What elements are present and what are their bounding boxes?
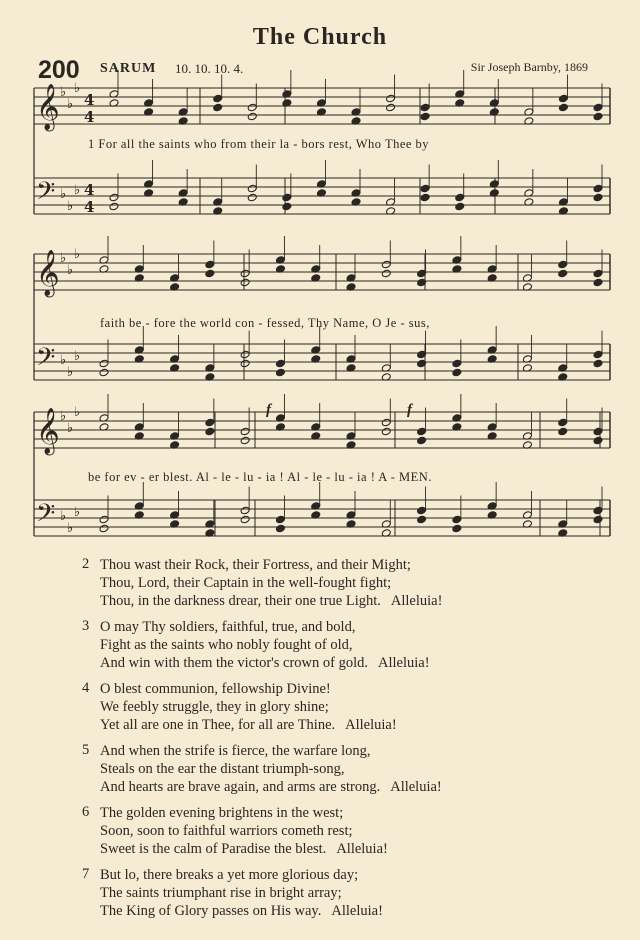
verse-line: O blest communion, fellowship Divine! <box>100 681 331 697</box>
notehead <box>386 94 396 103</box>
verses <box>82 556 602 928</box>
notehead <box>417 436 427 445</box>
verse-line: We feebly struggle, they in glory shine; <box>100 699 329 715</box>
verse-line: The saints triumphant rise in bright array; <box>100 885 342 901</box>
notehead <box>240 278 250 287</box>
notehead <box>381 260 391 269</box>
verse-line: Steals on the ear the distant triumph-song, <box>100 761 345 777</box>
flat-icon: ♭ <box>74 81 81 96</box>
notehead <box>420 193 430 202</box>
notehead <box>420 184 430 193</box>
flat-icon: ♭ <box>74 247 81 262</box>
verse-line: Fight as the saints who nobly fought of old, <box>100 637 353 653</box>
notehead <box>240 350 250 359</box>
verse-line <box>82 592 602 610</box>
notehead <box>386 103 396 112</box>
flat-icon: ♭ <box>74 505 81 520</box>
verse-line <box>82 778 602 796</box>
verse-number: 4 <box>82 680 90 696</box>
notehead <box>99 524 109 533</box>
verse-number: 6 <box>82 804 90 820</box>
treble-clef-icon: 𝄞 <box>36 250 60 296</box>
notehead <box>109 193 119 202</box>
notehead <box>275 368 285 377</box>
notehead <box>381 418 391 427</box>
notehead <box>247 112 257 121</box>
verse-line-text: Sweet is the calm of Paradise the blest. <box>100 841 327 857</box>
flat-icon: ♭ <box>60 353 67 368</box>
verse-line: O may Thy soldiers, faithful, true, and bold, <box>100 619 356 635</box>
alleluia: Alleluia! <box>378 655 430 671</box>
notehead <box>593 103 603 112</box>
notehead <box>381 269 391 278</box>
hymn-number: 200 <box>38 56 80 84</box>
notehead <box>240 269 250 278</box>
verse-line-text: And hearts are brave again, and arms are strong. <box>100 779 381 795</box>
notehead <box>205 260 215 269</box>
notehead <box>247 184 257 193</box>
notehead <box>593 193 603 202</box>
notehead <box>275 524 285 533</box>
notehead <box>593 350 603 359</box>
flat-icon: ♭ <box>74 405 81 420</box>
verse-line-text: The King of Glory passes on His way. <box>100 903 322 919</box>
alleluia: Alleluia! <box>336 841 388 857</box>
notehead <box>213 103 223 112</box>
notehead <box>452 515 462 524</box>
lyrics-system-2: faith be - fore the world con - fessed, Thy Name, O Je - sus, <box>100 316 430 330</box>
tune-name: SARUM <box>100 61 157 76</box>
flat-icon: ♭ <box>60 409 67 424</box>
notehead <box>455 202 465 211</box>
notehead <box>420 103 430 112</box>
composer: Sir Joseph Barnby, 1869 <box>470 60 588 74</box>
alleluia: Alleluia! <box>345 717 397 733</box>
notehead <box>109 202 119 211</box>
notehead <box>420 112 430 121</box>
notehead <box>593 269 603 278</box>
notehead <box>452 524 462 533</box>
time-signature: 4 <box>84 181 95 199</box>
notehead <box>593 436 603 445</box>
notehead <box>282 202 292 211</box>
notehead <box>240 506 250 515</box>
notehead <box>275 359 285 368</box>
verse-line: But lo, there breaks a yet more glorious day; <box>100 867 359 883</box>
time-signature: 4 <box>84 198 95 216</box>
flat-icon: ♭ <box>67 97 74 112</box>
notehead <box>558 418 568 427</box>
time-signature: 4 <box>84 91 95 109</box>
notehead <box>593 515 603 524</box>
notehead <box>282 193 292 202</box>
notehead <box>99 515 109 524</box>
verse-line: And when the strife is fierce, the warfare long, <box>100 743 371 759</box>
notehead <box>213 94 223 103</box>
verse-line-text: And win with them the victor's crown of gold. <box>100 655 369 671</box>
notehead <box>381 427 391 436</box>
verse-line: Soon, soon to faithful warriors cometh rest; <box>100 823 353 839</box>
flat-icon: ♭ <box>60 509 67 524</box>
lyrics-system-1: 1 For all the saints who from their la - bors rest, Who Thee by <box>88 137 430 151</box>
verse-7 <box>82 866 602 920</box>
notehead <box>247 103 257 112</box>
notehead <box>593 112 603 121</box>
notehead <box>240 436 250 445</box>
notehead <box>240 515 250 524</box>
notehead <box>247 193 257 202</box>
time-signature: 4 <box>84 108 95 126</box>
flat-icon: ♭ <box>67 421 74 436</box>
verse-line: Thou, Lord, their Captain in the well-fought fight; <box>100 575 392 591</box>
verse-line <box>82 902 602 920</box>
treble-clef-icon: 𝄞 <box>36 84 60 130</box>
flat-icon: ♭ <box>67 521 74 536</box>
flat-icon: ♭ <box>74 349 81 364</box>
verse-4 <box>82 680 602 734</box>
notehead <box>558 427 568 436</box>
flat-icon: ♭ <box>74 183 81 198</box>
alleluia: Alleluia! <box>331 903 383 919</box>
notehead <box>417 427 427 436</box>
page-title: The Church <box>252 24 388 50</box>
verse-number: 3 <box>82 618 90 634</box>
flat-icon: ♭ <box>67 365 74 380</box>
verse-5 <box>82 742 602 796</box>
notehead <box>452 368 462 377</box>
notehead <box>593 506 603 515</box>
verse-6 <box>82 804 602 858</box>
notehead <box>452 359 462 368</box>
dynamic-forte-2: f <box>407 402 412 418</box>
notehead <box>593 359 603 368</box>
verse-2 <box>82 556 602 610</box>
flat-icon: ♭ <box>67 263 74 278</box>
notehead <box>593 427 603 436</box>
notehead <box>240 427 250 436</box>
notehead <box>558 94 568 103</box>
flat-icon: ♭ <box>67 199 74 214</box>
bass-clef-icon: 𝄢 <box>36 499 56 534</box>
alleluia: Alleluia! <box>390 593 443 609</box>
notehead <box>205 427 215 436</box>
verse-line: The golden evening brightens in the west; <box>100 805 344 821</box>
notehead <box>417 506 427 515</box>
bass-clef-icon: 𝄢 <box>36 177 56 212</box>
verse-line <box>82 840 602 858</box>
flat-icon: ♭ <box>60 251 67 266</box>
verse-number: 7 <box>82 866 90 882</box>
verse-line-text: Thou, in the darkness drear, their one true Light. <box>100 593 381 609</box>
alleluia: Alleluia! <box>390 779 442 795</box>
notehead <box>99 368 109 377</box>
verse-line-text: Yet all are one in Thee, for all are Thine. <box>100 717 336 733</box>
flat-icon: ♭ <box>60 85 67 100</box>
notehead <box>417 515 427 524</box>
notehead <box>558 269 568 278</box>
notehead <box>593 278 603 287</box>
notehead <box>275 515 285 524</box>
treble-clef-icon: 𝄞 <box>36 408 60 454</box>
notehead <box>240 359 250 368</box>
flat-icon: ♭ <box>60 187 67 202</box>
notehead <box>593 184 603 193</box>
notehead <box>558 103 568 112</box>
verse-number: 5 <box>82 742 90 758</box>
meter: 10. 10. 10. 4. <box>175 61 244 76</box>
dynamic-forte-1: f <box>266 402 271 418</box>
verse-line <box>82 716 602 734</box>
verse-line: Thou wast their Rock, their Fortress, and their Might; <box>100 557 411 573</box>
verse-3 <box>82 618 602 672</box>
lyrics-system-3: be for ev - er blest. Al - le - lu - ia ! Al - le - lu - ia ! A - MEN. <box>88 470 432 484</box>
notehead <box>205 269 215 278</box>
notehead <box>99 359 109 368</box>
bass-clef-icon: 𝄢 <box>36 343 56 378</box>
verse-line <box>82 654 602 672</box>
notehead <box>455 193 465 202</box>
notehead <box>558 260 568 269</box>
notehead <box>205 418 215 427</box>
verse-number: 2 <box>82 556 90 572</box>
